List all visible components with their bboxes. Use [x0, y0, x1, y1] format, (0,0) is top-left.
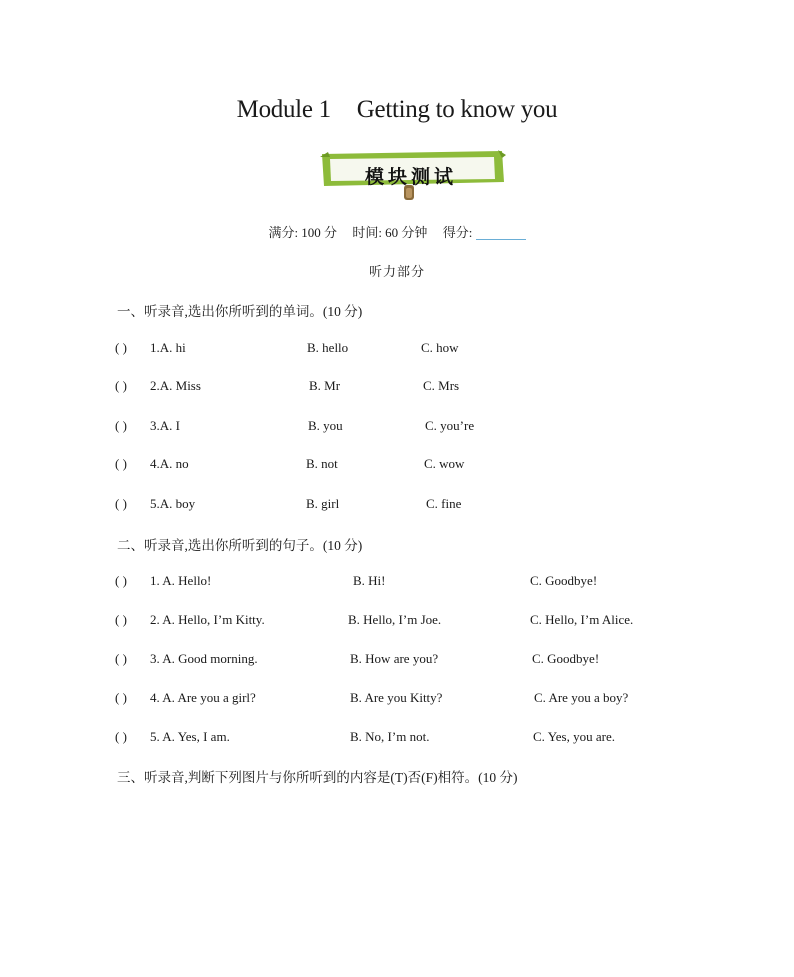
answer-bracket[interactable]: ( ): [115, 651, 127, 666]
module-number: Module 1: [236, 96, 331, 123]
module-test-banner: [318, 148, 508, 204]
score-label: 得分:: [442, 225, 473, 240]
option-b: B. not: [306, 456, 338, 471]
answer-bracket[interactable]: ( ): [115, 456, 127, 471]
option-b: B. hello: [307, 340, 349, 355]
option-a: 4. A. Are you a girl?: [150, 690, 256, 705]
option-a: 2.A. Miss: [150, 378, 201, 393]
option-b: B. girl: [306, 496, 340, 511]
option-a: 3.A. I: [150, 418, 180, 433]
section-1-heading: 一、听录音,选出你所听到的单词。(10 分): [117, 304, 363, 319]
banner-label: 模块测试: [364, 166, 457, 188]
option-b: B. Mr: [309, 378, 341, 393]
option-b: B. Are you Kitty?: [350, 690, 443, 705]
option-a: 5.A. boy: [150, 496, 196, 511]
answer-bracket[interactable]: ( ): [115, 690, 127, 705]
answer-bracket[interactable]: ( ): [115, 612, 127, 627]
option-c: C. fine: [426, 496, 462, 511]
option-b: B. you: [308, 418, 343, 433]
answer-bracket[interactable]: ( ): [115, 378, 127, 393]
section-2-heading: 二、听录音,选出你所听到的句子。(10 分): [117, 538, 363, 553]
option-a: 4.A. no: [150, 456, 189, 471]
exam-meta: [0, 222, 794, 241]
full-score: 满分: 100 分: [268, 225, 338, 240]
answer-bracket[interactable]: ( ): [115, 573, 127, 588]
score-blank[interactable]: [476, 225, 526, 240]
option-a: 1. A. Hello!: [150, 573, 212, 588]
option-a: 1.A. hi: [150, 340, 186, 355]
option-c: C. Goodbye!: [530, 573, 598, 588]
option-c: C. how: [421, 340, 459, 355]
option-c: C. Mrs: [423, 378, 460, 393]
answer-bracket[interactable]: ( ): [115, 418, 127, 433]
option-c: C. Yes, you are.: [533, 729, 615, 744]
option-a: 3. A. Good morning.: [150, 651, 258, 666]
answer-bracket[interactable]: ( ): [115, 340, 127, 355]
option-c: C. wow: [424, 456, 465, 471]
option-a: 5. A. Yes, I am.: [150, 729, 230, 744]
answer-bracket[interactable]: ( ): [115, 496, 127, 511]
option-c: C. Are you a boy?: [534, 690, 629, 705]
part-title: 听力部分: [368, 264, 425, 279]
time-limit: 时间: 60 分钟: [352, 225, 428, 240]
option-c: C. Goodbye!: [532, 651, 600, 666]
page-title: [0, 96, 794, 124]
option-b: B. Hello, I’m Joe.: [348, 612, 442, 627]
option-c: C. you’re: [425, 418, 475, 433]
option-c: C. Hello, I’m Alice.: [530, 612, 634, 627]
option-b: B. How are you?: [350, 651, 439, 666]
option-a: 2. A. Hello, I’m Kitty.: [150, 612, 265, 627]
score-field: [443, 225, 526, 240]
answer-bracket[interactable]: ( ): [115, 729, 127, 744]
module-subtitle: Getting to know you: [356, 96, 558, 123]
option-b: B. No, I’m not.: [350, 729, 430, 744]
option-b: B. Hi!: [353, 573, 386, 588]
section-3-heading: 三、听录音,判断下列图片与你所听到的内容是(T)否(F)相符。(10 分): [117, 770, 518, 785]
